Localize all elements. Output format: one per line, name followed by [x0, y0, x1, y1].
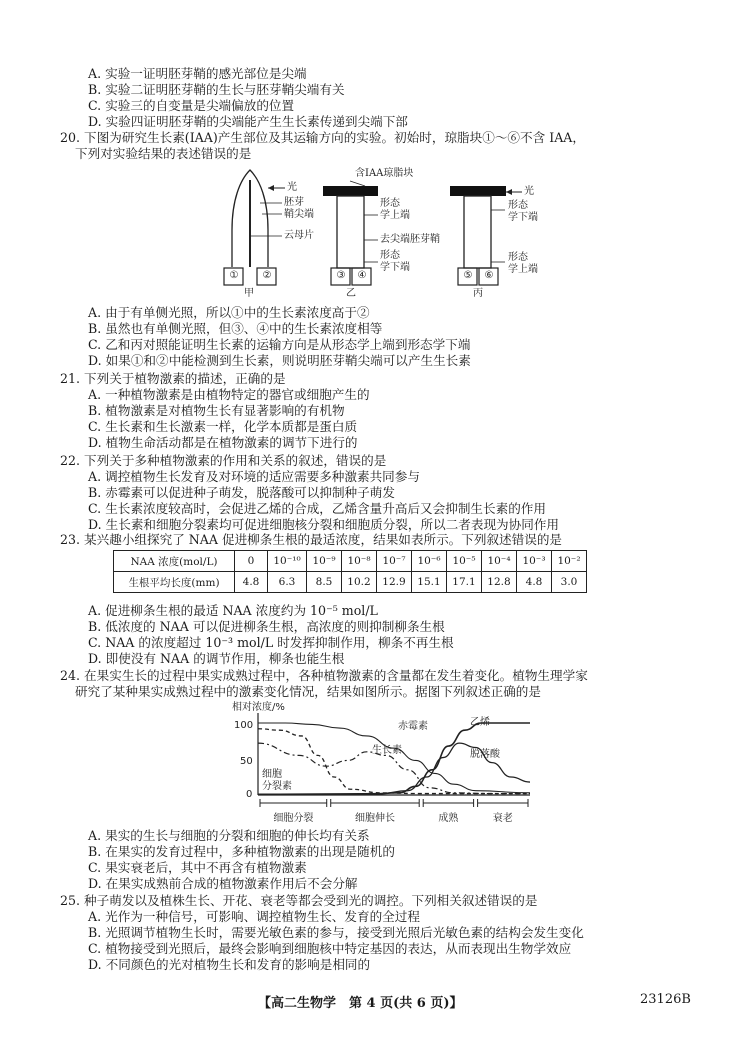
series-label-1: 生长素 — [372, 745, 402, 756]
table-row-length — [114, 572, 587, 593]
table-cell: 12.9 — [377, 572, 412, 593]
chart-ytick-100: 100 — [234, 720, 254, 731]
stage-label-0: 细胞分裂 — [273, 813, 314, 824]
label-iaa-block: 含IAA琼脂块 — [355, 168, 414, 179]
q20-option-a: A. 由于有单侧光照，所以①中的生长素浓度高于② — [88, 305, 370, 320]
table-cell: 17.1 — [447, 572, 482, 593]
q25-option-d: D. 不同颜色的光对植物生长和发育的影响是相同的 — [88, 957, 371, 972]
table-cell: 10⁻⁷ — [377, 551, 412, 572]
q21-option-d: D. 植物生命活动都是在植物激素的调节下进行的 — [88, 435, 358, 450]
q21-option-c: C. 生长素和生长激素一样，化学本质都是蛋白质 — [88, 419, 358, 434]
light-arrow-head-bing — [506, 189, 512, 195]
q23-option-a: A. 促进柳条生根的最适 NAA 浓度约为 10⁻⁵ mol/L — [88, 603, 378, 618]
caption-bing: 丙 — [473, 288, 483, 299]
q20-option-c: C. 乙和丙对照能证明生长素的运输方向是从形态学上端到形态学下端 — [88, 337, 471, 352]
block-label-2: ② — [262, 270, 272, 281]
table-cell: 10⁻¹⁰ — [268, 551, 307, 572]
label-yi-upper: 形态 — [380, 198, 400, 209]
table-cell: 10⁻⁸ — [342, 551, 377, 572]
label-bing-upper: 形态 — [508, 200, 528, 211]
table-cell: 15.1 — [412, 572, 447, 593]
table-cell: 10⁻³ — [517, 551, 552, 572]
stage-label-3: 衰老 — [492, 813, 513, 824]
q24-option-a: A. 果实的生长与细胞的分裂和细胞的伸长均有关系 — [88, 828, 370, 843]
chart-ytick-0: 0 — [246, 789, 253, 800]
q24-stem-line2: 研究了某种果实成熟过程中的激素变化情况，结果如图所示。据图下列叙述正确的是 — [75, 684, 541, 699]
label-bing-upper2: 学下端 — [508, 212, 538, 223]
q19-option-a: A. 实验一证明胚芽鞘的感光部位是尖端 — [88, 66, 307, 81]
label-bing-lower2: 学上端 — [508, 264, 538, 275]
q20-option-d: D. 如果①和②中能检测到生长素，则说明胚芽鞘尖端可以产生生长素 — [88, 353, 471, 368]
q19-option-d: D. 实验四证明胚芽鞘的尖端能产生生长素传递到尖端下部 — [88, 114, 408, 129]
q25-stem: 25. 种子萌发以及植株生长、开花、衰老等都会受到光的调控。下列相关叙述错误的是 — [60, 893, 538, 908]
series-label-3: 乙烯 — [470, 717, 490, 728]
q20-figure — [0, 0, 743, 300]
q19-option-c: C. 实验三的自变量是尖端偏放的位置 — [88, 98, 295, 113]
q21-option-b: B. 植物激素是对植物生长有显著影响的有机物 — [88, 403, 345, 418]
chart-ytick-50: 50 — [240, 756, 253, 767]
page-footer-label: 【高二生物学 第 4 页(共 6 页)】 — [258, 996, 463, 1011]
block-label-6: ⑥ — [484, 270, 494, 281]
q25-option-c: C. 植物接受到光照后，最终会影响到细胞核中特定基因的表达，从而表现出生物学效应 — [88, 941, 572, 956]
hormone-chart — [0, 697, 743, 837]
q21-stem: 21. 下列关于植物激素的描述，正确的是 — [60, 371, 286, 386]
stage-label-2: 成熟 — [438, 813, 459, 824]
q20-figure-svg — [0, 0, 743, 300]
q20-stem-line2: 下列对实验结果的表述错误的是 — [75, 146, 252, 161]
table-cell: 6.3 — [268, 572, 307, 593]
chart-stage-layer — [260, 799, 528, 824]
table-cell: 10⁻⁵ — [447, 551, 482, 572]
q22-option-d: D. 生长素和细胞分裂素均可促进细胞核分裂和细胞质分裂，所以二者表现为协同作用 — [88, 517, 560, 532]
table-cell: 10⁻² — [552, 551, 587, 572]
iaa-agar-block-bing — [450, 186, 506, 196]
table-cell: 3.0 — [552, 572, 587, 593]
iaa-agar-block-yi — [323, 186, 378, 196]
block-label-5: ⑤ — [463, 270, 473, 281]
chart-series-labels — [262, 715, 501, 792]
series-label-2: 赤霉素 — [398, 721, 428, 732]
cut-coleoptile-bing — [464, 196, 491, 268]
table-cell: 0 — [235, 551, 268, 572]
label-light-bing: 光 — [524, 186, 534, 197]
table-cell: 4.8 — [235, 572, 268, 593]
table-header-concentration: NAA 浓度(mol/L) — [114, 551, 235, 572]
label-yi-lower2: 学下端 — [380, 262, 410, 273]
q20-stem-line1: 20. 下图为研究生长素(IAA)产生部位及其运输方向的实验。初始时，琼脂块①～⑥不含 IAA， — [60, 130, 585, 145]
series-label-0: 细胞分裂素 — [262, 769, 292, 792]
page-footer-code: 23126B — [640, 992, 691, 1007]
caption-yi: 乙 — [346, 288, 356, 299]
table-header-length: 生根平均长度(mm) — [114, 572, 235, 593]
q23-option-c: C. NAA 的浓度超过 10⁻³ mol/L 时发挥抑制作用，柳条不再生根 — [88, 635, 454, 650]
label-coleoptile: 胚芽 — [284, 197, 304, 208]
q22-option-c: C. 生长素浓度较高时，会促进乙烯的合成，乙烯含量升高后又会抑制生长素的作用 — [88, 501, 546, 516]
naa-table — [113, 550, 587, 593]
table-row-concentration — [114, 551, 587, 572]
table-cell: 10⁻⁴ — [482, 551, 517, 572]
leader-top-label — [350, 181, 365, 186]
stage-label-1: 细胞伸长 — [354, 813, 395, 824]
table-cell: 8.5 — [307, 572, 342, 593]
series-label-4: 脱落酸 — [470, 749, 500, 760]
table-cell: 4.8 — [517, 572, 552, 593]
q23-stem: 23. 某兴趣小组探究了 NAA 促进柳条生根的最适浓度，结果如表所示。下列叙述错误的是 — [60, 532, 563, 547]
label-yi-cut: 去尖端胚芽鞘 — [380, 234, 440, 245]
table-cell: 12.8 — [482, 572, 517, 593]
q19-option-b: B. 实验二证明胚芽鞘的生长与胚芽鞘尖端有关 — [88, 82, 345, 97]
light-arrow-head-jia — [268, 185, 274, 191]
chart-ylabel: 相对浓度/% — [232, 702, 285, 713]
q24-option-c: C. 果实衰老后，其中不再含有植物激素 — [88, 860, 307, 875]
q22-option-a: A. 调控植物生长发育及对环境的适应需要多种激素共同参与 — [88, 469, 420, 484]
q23-option-b: B. 低浓度的 NAA 可以促进柳条生根，高浓度的则抑制柳条生根 — [88, 619, 445, 634]
q25-option-b: B. 光照调节植物生长时，需要光敏色素的参与，接受到光照后光敏色素的结构会发生变化 — [88, 925, 584, 940]
table-cell: 10⁻⁹ — [307, 551, 342, 572]
table-cell: 10.2 — [342, 572, 377, 593]
q24-stem-line1: 24. 在果实生长的过程中果实成熟过程中，各种植物激素的含量都在发生着变化。植物生理学家 — [60, 668, 588, 683]
label-bing-lower: 形态 — [508, 252, 528, 263]
q24-option-d: D. 在果实成熟前合成的植物激素作用后不会分解 — [88, 876, 358, 891]
label-tip: 鞘尖端 — [284, 209, 314, 220]
q25-option-a: A. 光作为一种信号，可影响、调控植物生长、发育的全过程 — [88, 909, 420, 924]
q23-option-d: D. 即使没有 NAA 的调节作用，柳条也能生根 — [88, 651, 345, 666]
q22-stem: 22. 下列关于多种植物激素的作用和关系的叙述，错误的是 — [60, 453, 387, 468]
label-yi-upper2: 学上端 — [380, 210, 410, 221]
label-mica: 云母片 — [284, 230, 314, 241]
caption-jia: 甲 — [244, 288, 254, 299]
label-light-jia: 光 — [287, 182, 297, 193]
q21-option-a: A. 一种植物激素是由植物特定的器官或细胞产生的 — [88, 387, 370, 402]
label-yi-lower: 形态 — [380, 250, 400, 261]
block-label-1: ① — [229, 270, 239, 281]
q24-option-b: B. 在果实的发育过程中，多种植物激素的出现是随机的 — [88, 844, 395, 859]
cut-coleoptile-yi — [337, 196, 364, 268]
block-label-4: ④ — [357, 270, 367, 281]
q22-option-b: B. 赤霉素可以促进种子萌发，脱落酸可以抑制种子萌发 — [88, 485, 395, 500]
block-label-3: ③ — [336, 270, 346, 281]
table-cell: 10⁻⁶ — [412, 551, 447, 572]
q20-option-b: B. 虽然也有单侧光照，但③、④中的生长素浓度相等 — [88, 321, 383, 336]
